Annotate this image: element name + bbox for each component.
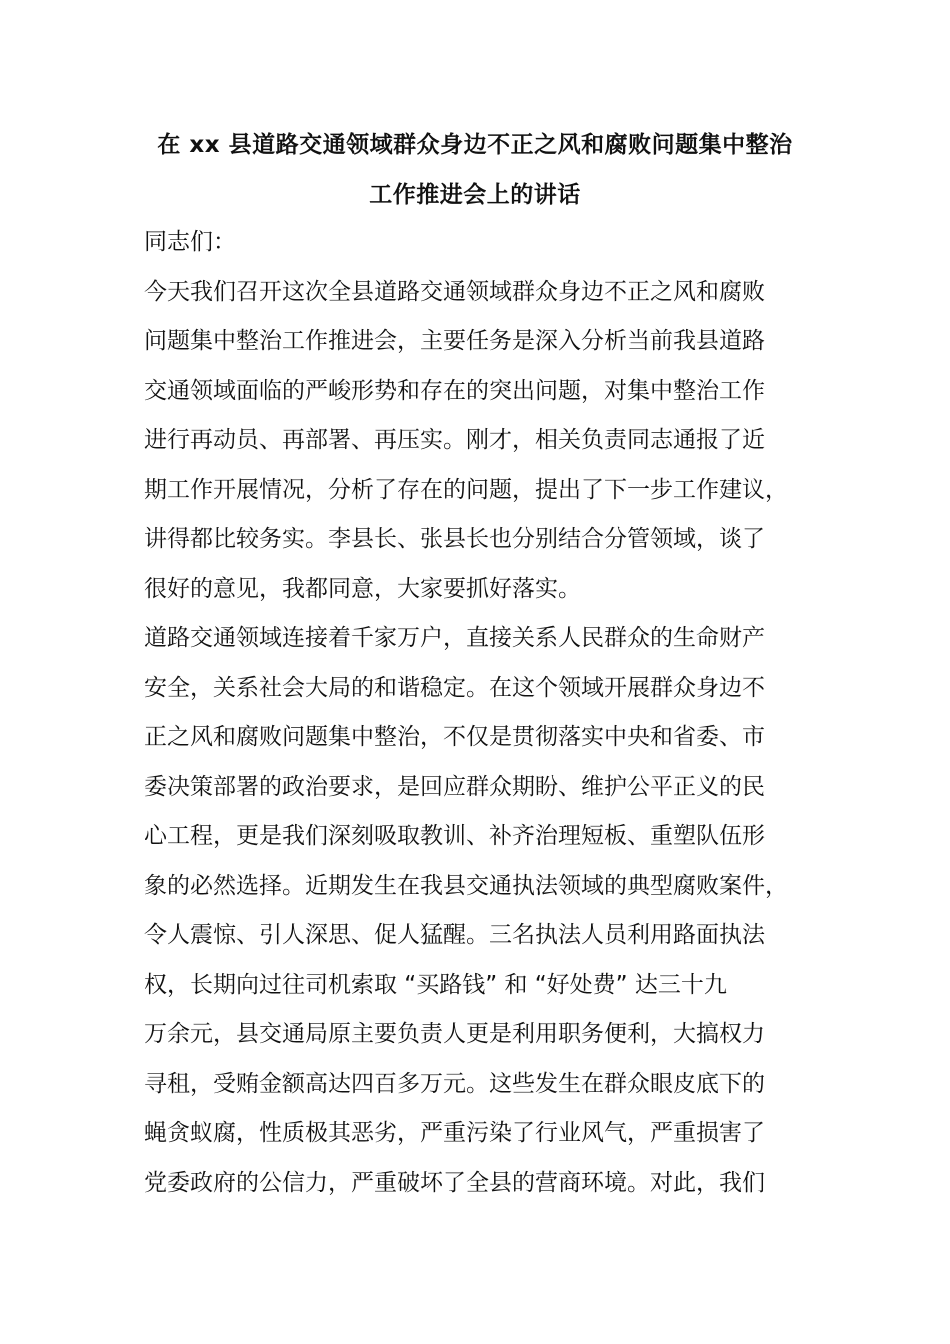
paragraph-line: 心工程，更是我们深刻吸取教训、补齐治理短板、重塑队伍形	[144, 823, 765, 849]
paragraph-line: 党委政府的公信力，严重破坏了全县的营商环境。对此，我们	[144, 1170, 765, 1196]
paragraph-line: 道路交通领域连接着千家万户，直接关系人民群众的生命财产	[144, 625, 765, 651]
paragraph-line: 令人震惊、引人深思、促人猛醒。三名执法人员利用路面执法	[144, 922, 765, 948]
paragraph-line: 寻租，受贿金额高达四百多万元。这些发生在群众眼皮底下的	[144, 1071, 765, 1097]
paragraph-line: 万余元，县交通局原主要负责人更是利用职务便利，大搞权力	[144, 1021, 765, 1047]
paragraph-line: 正之风和腐败问题集中整治，不仅是贯彻落实中央和省委、市	[144, 724, 765, 750]
document-title-line-1: 在 xx 县道路交通领域群众身边不正之风和腐败问题集中整治	[157, 132, 793, 158]
paragraph-line: 今天我们召开这次全县道路交通领域群众身边不正之风和腐败	[144, 279, 765, 305]
paragraph-line: 问题集中整治工作推进会，主要任务是深入分析当前我县道路	[144, 328, 765, 354]
paragraph-line: 交通领域面临的严峻形势和存在的突出问题，对集中整治工作	[144, 378, 765, 404]
paragraph-line: 权，长期向过往司机索取 “买路钱” 和 “好处费” 达三十九	[144, 972, 727, 998]
paragraph-line: 象的必然选择。近期发生在我县交通执法领域的典型腐败案件，	[144, 873, 788, 899]
paragraph-line: 安全，关系社会大局的和谐稳定。在这个领域开展群众身边不	[144, 675, 765, 701]
paragraph-line: 进行再动员、再部署、再压实。刚才，相关负责同志通报了近	[144, 427, 765, 453]
paragraph-line: 期工作开展情况，分析了存在的问题，提出了下一步工作建议，	[144, 477, 788, 503]
paragraph-line: 很好的意见，我都同意，大家要抓好落实。	[144, 576, 581, 602]
paragraph-line: 委决策部署的政治要求，是回应群众期盼、维护公平正义的民	[144, 774, 765, 800]
document-title-line-2: 工作推进会上的讲话	[369, 182, 581, 208]
salutation: 同志们：	[144, 229, 236, 255]
paragraph-line: 讲得都比较务实。李县长、张县长也分别结合分管领域，谈了	[144, 526, 765, 552]
paragraph-line: 蝇贪蚁腐，性质极其恶劣，严重污染了行业风气，严重损害了	[144, 1120, 765, 1146]
